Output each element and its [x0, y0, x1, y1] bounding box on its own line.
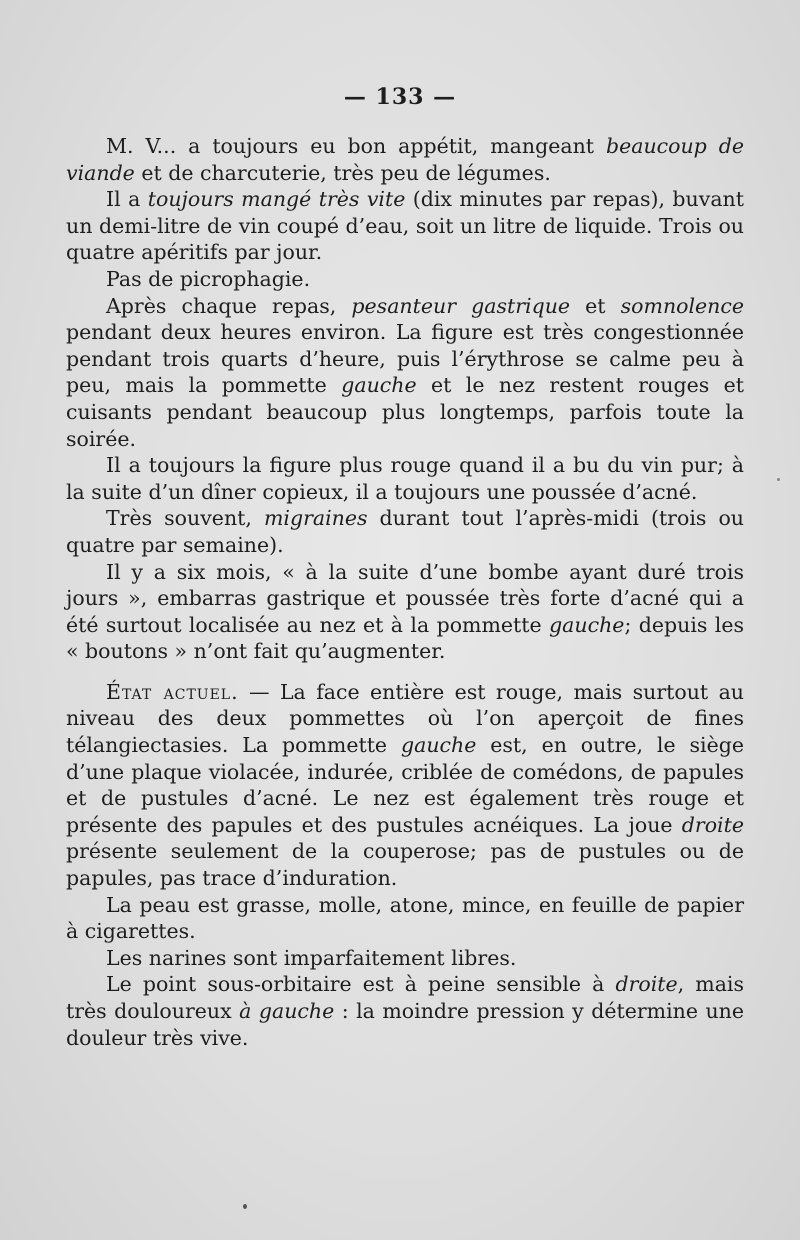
paragraph — [66, 559, 744, 665]
italic-text: gauche — [400, 733, 477, 758]
text-run: présente seulement de la couperose; pas de pustules ou de papules, pas trace d’induration. — [66, 839, 744, 891]
italic-text: gauche — [549, 612, 625, 637]
italic-text: gauche — [341, 373, 417, 398]
section-label: État actuel. — [106, 679, 239, 704]
paragraph — [66, 892, 744, 945]
italic-text: droite — [615, 972, 678, 997]
text-run: Il y a six mois, « à la suite d’une bombe ayant duré trois jours », embarras gastrique et poussée très forte d’acné qui a été surtout localisée au nez et à la pommette — [66, 559, 744, 637]
paragraph — [66, 945, 744, 972]
text-run: La peau est grasse, molle, atone, mince, en feuille de papier à cigarettes. — [66, 892, 744, 944]
text-run: : la moindre pression y détermine une douleur très vive. — [66, 999, 744, 1050]
text-run: Il a toujours la figure plus rouge quand il a bu du vin pur; à la suite d’un dîner copieux, il a toujours une poussée d’acné. — [66, 453, 744, 504]
text-run: — La face entière est rouge, mais surtout au niveau des deux pommettes où l’on aperçoit de fines télangiectasies. La pommette — [66, 679, 744, 758]
text-run: Pas de picrophagie. — [106, 266, 311, 291]
paragraph — [66, 452, 744, 505]
text-run: M. V... a toujours eu bon appétit, mangeant — [106, 134, 606, 158]
paper-speck — [243, 1204, 247, 1209]
paper-speck — [777, 478, 780, 481]
text-run: Très souvent, — [106, 506, 264, 531]
italic-text: à gauche — [239, 999, 335, 1023]
paragraph — [66, 971, 744, 1051]
text-run: Les narines sont imparfaitement libres. — [106, 945, 517, 970]
text-run: et — [570, 293, 621, 318]
paragraph — [66, 505, 744, 558]
paragraph-etat-actuel — [66, 679, 744, 892]
paragraph — [66, 266, 744, 293]
italic-text: somnolence — [620, 293, 744, 318]
text-run: Après chaque repas, — [106, 293, 352, 318]
text-run: Il a — [106, 187, 148, 212]
paragraph — [66, 133, 744, 186]
text-run: (dix minutes par repas), buvant un demi-litre de vin coupé d’eau, soit un litre de liquide. Trois ou quatre apéritifs par jour. — [66, 187, 744, 265]
body-text — [66, 133, 744, 1051]
text-run: Le point sous-orbitaire est à peine sensible à — [106, 972, 616, 997]
paragraph — [66, 293, 744, 453]
italic-text: beaucoup de viande — [66, 134, 744, 185]
italic-text: pesanteur gastrique — [351, 293, 571, 318]
text-run: et de charcuterie, très peu de légumes. — [134, 160, 551, 185]
paragraph — [66, 186, 744, 266]
text-run: , mais très douloureux — [66, 972, 745, 1023]
text-run: durant tout l’après-midi (trois ou quatre par semaine). — [66, 506, 744, 557]
italic-text: migraines — [263, 506, 368, 531]
text-run: pendant deux heures environ. La figure est très congestionnée pendant trois quarts d’heure, puis l’érythrose se calme peu à peu, mais la pommette — [66, 320, 744, 398]
italic-text: droite — [681, 812, 744, 837]
text-run: ; depuis les « boutons » n’ont fait qu’augmenter. — [66, 612, 744, 664]
italic-text: toujours mangé très vite — [147, 187, 406, 212]
text-run: et le nez restent rouges et cuisants pendant beaucoup plus longtemps, parfois toute la soirée. — [66, 373, 744, 451]
page-number: — 133 — — [343, 84, 457, 110]
text-run: est, en outre, le siège d’une plaque violacée, indurée, criblée de comédons, de papules et de pustules d’acné. Le nez est également très rouge et présente des papules et des pustules acnéiques. La joue — [66, 733, 744, 837]
